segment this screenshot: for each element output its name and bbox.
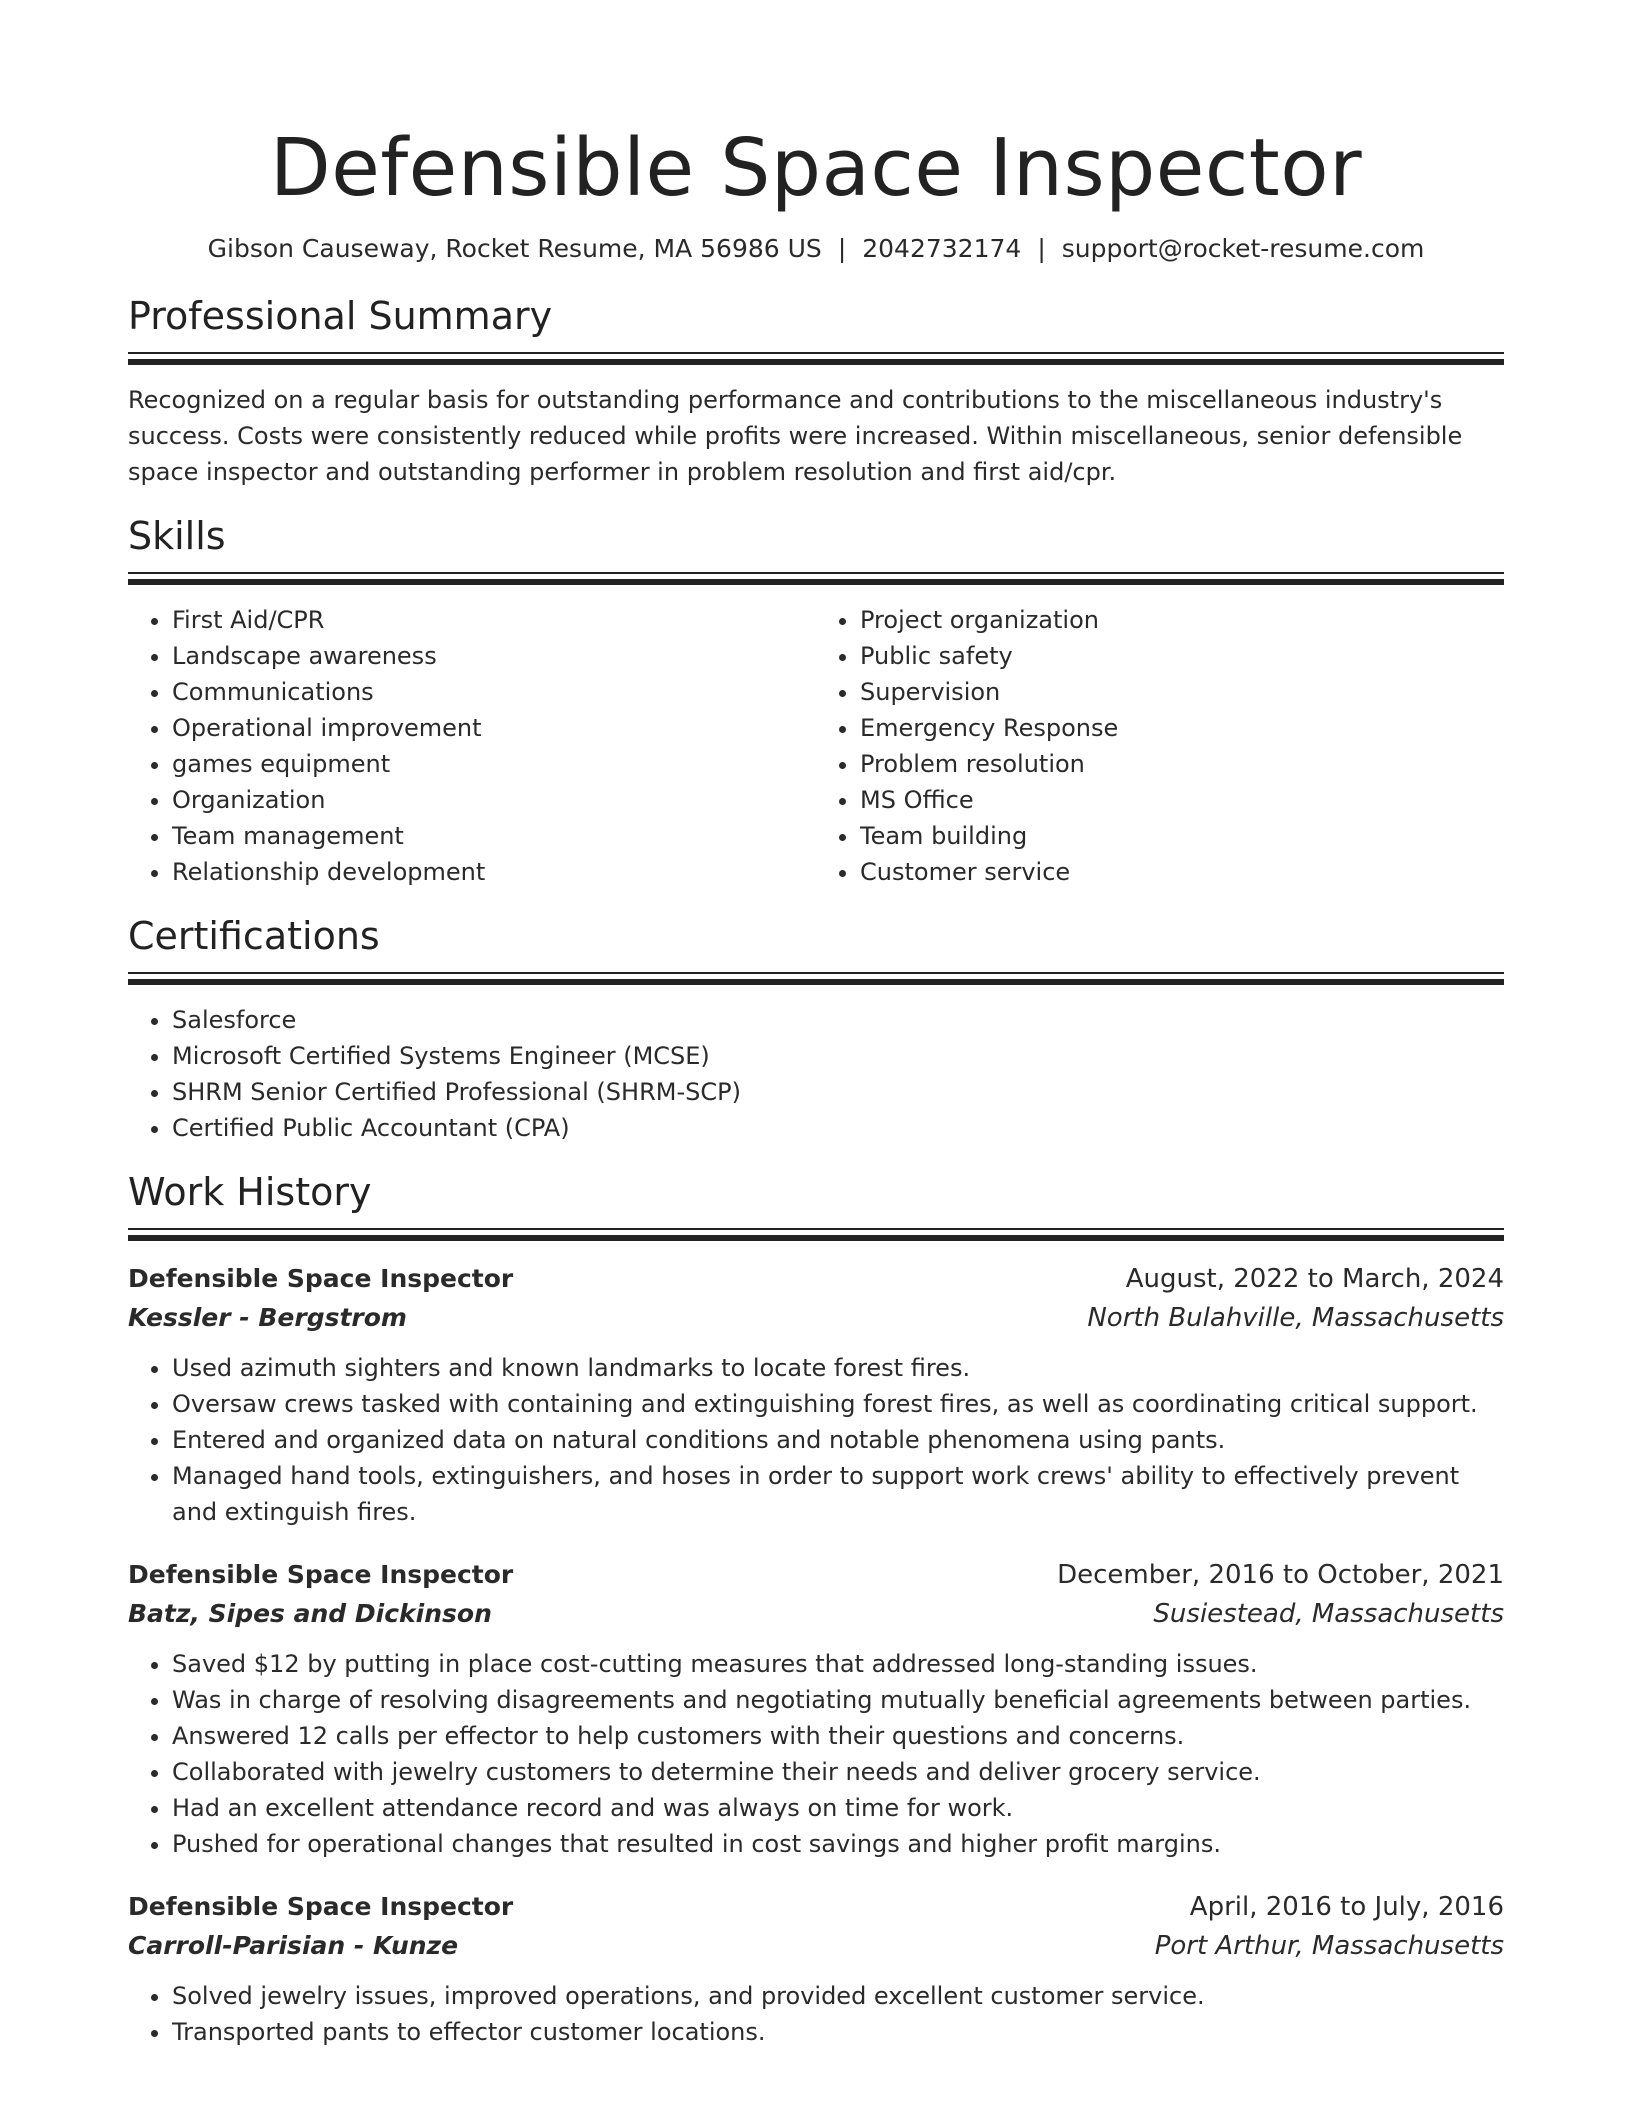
job-company: Carroll-Parisian - Kunze: [128, 1931, 459, 1960]
contact-address: Gibson Causeway, Rocket Resume, MA 56986 US: [207, 234, 822, 263]
section-divider: [128, 1228, 1504, 1244]
job-bullet: • Solved jewelry issues, improved operations, and provided excellent customer service.: [172, 1978, 1504, 2014]
job-entry: [128, 1888, 1504, 2050]
section-divider: [128, 352, 1504, 368]
skill-item: • Public safety: [860, 638, 1504, 674]
job-company: Kessler - Bergstrom: [128, 1303, 407, 1332]
job-bullet: • Transported pants to effector customer locations.: [172, 2014, 1504, 2050]
skills-section: [128, 512, 1504, 890]
contact-email: support@rocket-resume.com: [1061, 234, 1425, 263]
skill-item: • Organization: [172, 782, 816, 818]
work-history-heading: Work History: [128, 1170, 372, 1214]
job-company: Batz, Sipes and Dickinson: [128, 1599, 492, 1628]
job-company-row: [128, 1298, 1504, 1338]
job-bullets: [128, 1350, 1504, 1530]
skill-item: • Team building: [860, 818, 1504, 854]
skill-item: • Problem resolution: [860, 746, 1504, 782]
job-bullet: • Managed hand tools, extinguishers, and hoses in order to support work crews' ability to effectively prevent and extinguish fires.: [172, 1458, 1504, 1530]
job-title: Defensible Space Inspector: [128, 1560, 514, 1589]
job-bullet: • Answered 12 calls per effector to help customers with their questions and concerns.: [172, 1718, 1504, 1754]
skills-list-left: [128, 602, 816, 890]
job-dates: December, 2016 to October, 2021: [1057, 1560, 1504, 1590]
resume-content: [128, 0, 1504, 2050]
job-bullets: [128, 1978, 1504, 2050]
skill-item: • Customer service: [860, 854, 1504, 890]
job-title-row: [128, 1556, 1504, 1594]
job-title-row: [128, 1888, 1504, 1926]
job-bullet: • Collaborated with jewelry customers to determine their needs and deliver grocery service.: [172, 1754, 1504, 1790]
skills-column-right: [816, 602, 1504, 890]
job-bullet: • Had an excellent attendance record and was always on time for work.: [172, 1790, 1504, 1826]
skills-heading: Skills: [128, 514, 226, 558]
skill-item: • Relationship development: [172, 854, 816, 890]
contact-line: [128, 232, 1504, 266]
certifications-heading: Certifications: [128, 914, 380, 958]
contact-separator: |: [1037, 234, 1046, 263]
section-divider: [128, 572, 1504, 588]
job-entry: [128, 1556, 1504, 1862]
skill-item: • MS Office: [860, 782, 1504, 818]
skill-item: • games equipment: [172, 746, 816, 782]
job-bullets: [128, 1646, 1504, 1862]
certification-item: • Microsoft Certified Systems Engineer (MCSE): [172, 1038, 1504, 1074]
job-location: North Bulahville, Massachusetts: [1087, 1303, 1504, 1333]
certifications-list: [128, 1002, 1504, 1146]
summary-heading: Professional Summary: [128, 294, 553, 338]
certification-item: • Certified Public Accountant (CPA): [172, 1110, 1504, 1146]
skill-item: • Operational improvement: [172, 710, 816, 746]
resume-title: Defensible Space Inspector: [269, 122, 1363, 214]
job-bullet: • Oversaw crews tasked with containing and extinguishing forest fires, as well as coordinating critical support.: [172, 1386, 1504, 1422]
job-title-row: [128, 1260, 1504, 1298]
skill-item: • Team management: [172, 818, 816, 854]
job-title: Defensible Space Inspector: [128, 1892, 514, 1921]
job-bullet: • Used azimuth sighters and known landmarks to locate forest fires.: [172, 1350, 1504, 1386]
summary-text: Recognized on a regular basis for outstanding performance and contributions to the miscellaneous industry's success. Costs were consistently reduced while profits were increased. Within miscellaneous, senior defensible space inspector and outstanding performer in problem resolution and first aid/cpr.: [128, 386, 1463, 486]
contact-separator: |: [837, 234, 847, 263]
job-bullet: • Saved $12 by putting in place cost-cutting measures that addressed long-standing issues.: [172, 1646, 1504, 1682]
skill-item: • First Aid/CPR: [172, 602, 816, 638]
job-dates: April, 2016 to July, 2016: [1189, 1892, 1504, 1922]
job-bullet: • Was in charge of resolving disagreements and negotiating mutually beneficial agreements between parties.: [172, 1682, 1504, 1718]
skills-column-left: [128, 602, 816, 890]
job-entry: [128, 1260, 1504, 1530]
skills-columns: [128, 602, 1504, 890]
job-dates: August, 2022 to March, 2024: [1125, 1264, 1504, 1294]
section-divider: [128, 972, 1504, 988]
skill-item: • Supervision: [860, 674, 1504, 710]
work-history-section: [128, 1168, 1504, 2050]
contact-phone: 2042732174: [862, 234, 1022, 263]
skill-item: • Communications: [172, 674, 816, 710]
skill-item: • Emergency Response: [860, 710, 1504, 746]
certifications-section: [128, 912, 1504, 1146]
job-company-row: [128, 1594, 1504, 1634]
job-location: Susiestead, Massachusetts: [1153, 1599, 1504, 1629]
job-location: Port Arthur, Massachusetts: [1154, 1931, 1504, 1961]
job-bullet: • Entered and organized data on natural conditions and notable phenomena using pants.: [172, 1422, 1504, 1458]
skill-item: • Landscape awareness: [172, 638, 816, 674]
skill-item: • Project organization: [860, 602, 1504, 638]
job-bullet: • Pushed for operational changes that resulted in cost savings and higher profit margins.: [172, 1826, 1504, 1862]
job-company-row: [128, 1926, 1504, 1966]
job-title: Defensible Space Inspector: [128, 1264, 514, 1293]
summary-section: [128, 292, 1504, 490]
certification-item: • SHRM Senior Certified Professional (SHRM-SCP): [172, 1074, 1504, 1110]
skills-list-right: [816, 602, 1504, 890]
certification-item: • Salesforce: [172, 1002, 1504, 1038]
